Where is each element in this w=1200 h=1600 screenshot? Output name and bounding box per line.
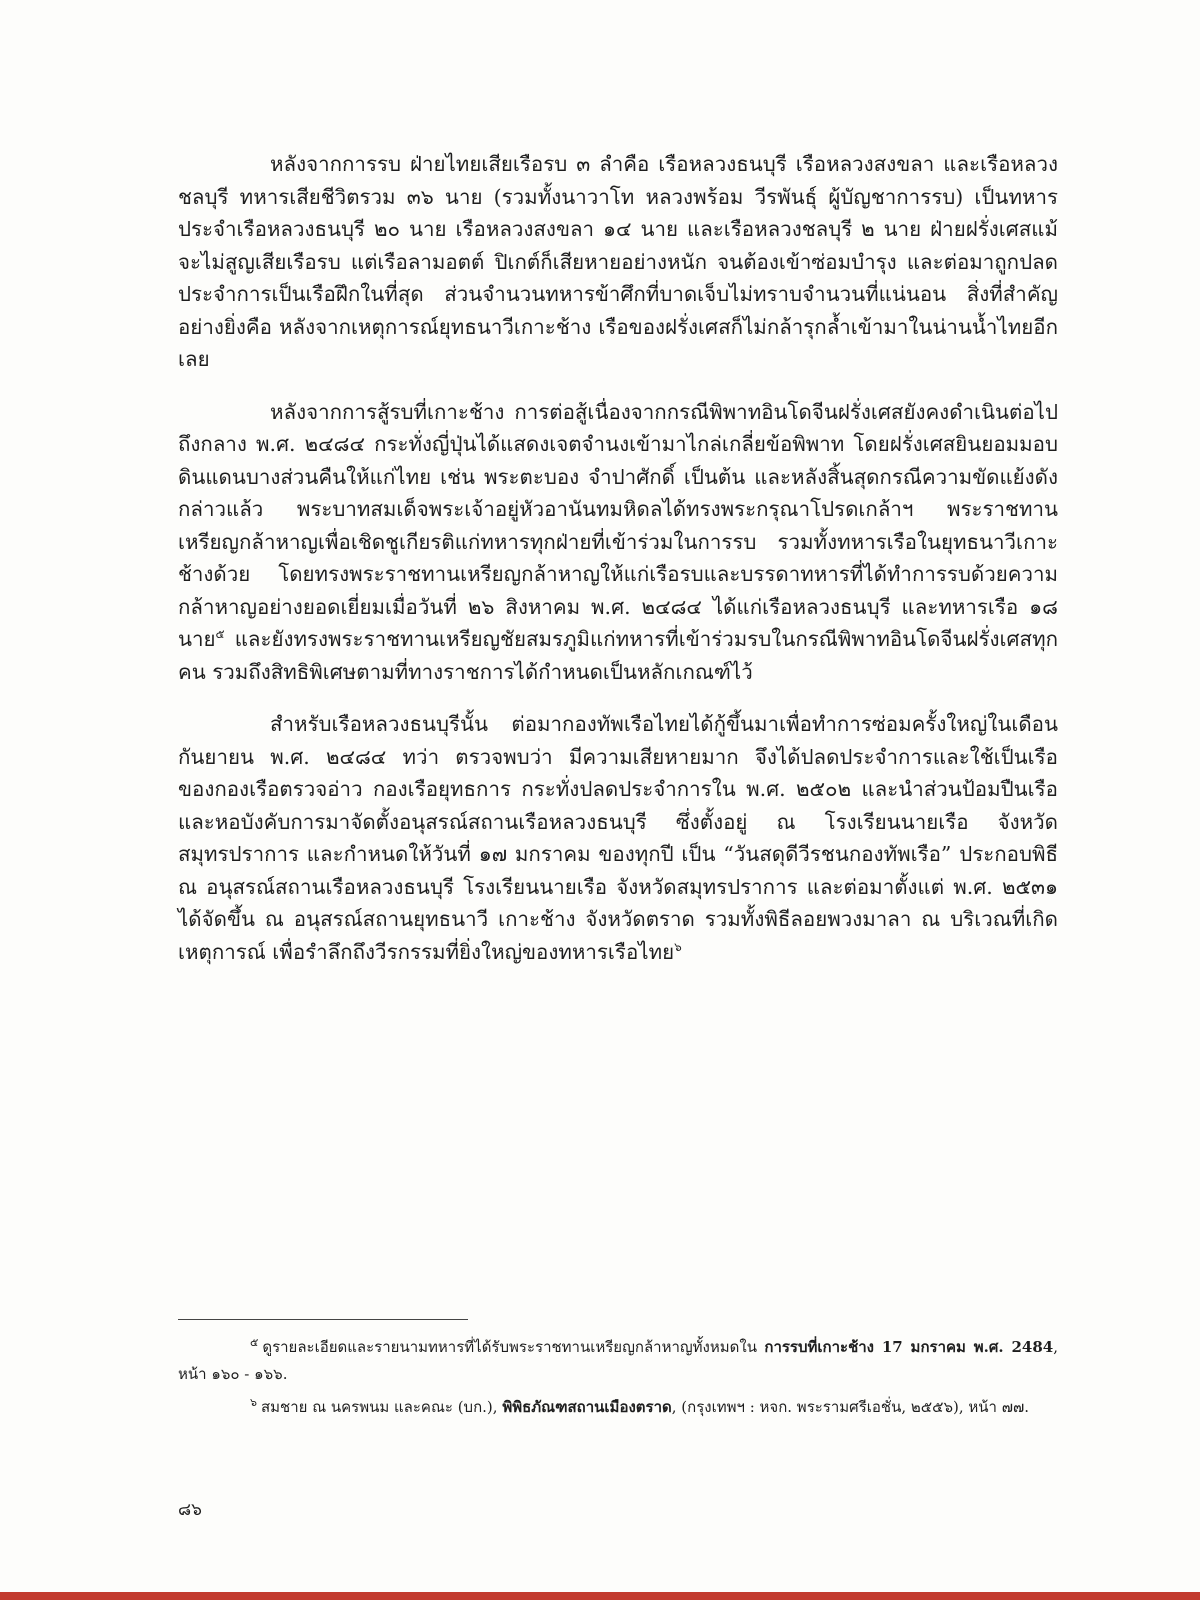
paragraph-text: หลังจากการรบ ฝ่ายไทยเสียเรือรบ ๓ ลำคือ เรือหลวงธนบุรี เรือหลวงสงขลา และเรือหลวงชลบุรี ทหารเสียชีวิตรวม ๓๖ นาย (รวมทั้งนาวาโท หลวงพร้อม วีรพันธุ์ ผู้บัญชาการรบ) เป็นทหารประจำเรือหลวงธนบุรี ๒๐ นาย เรือหลวงสงขลา ๑๔ นาย และเรือหลวงชลบุรี ๒ นาย ฝ่ายฝรั่งเศสแม้จะไม่สูญเสียเรือรบ แต่เรือลามอตต์ ปิเกต์ก็เสียหายอย่างหนัก จนต้องเข้าซ่อมบำรุง และต่อมาถูกปลดประจำการเป็นเรือฝึกในที่สุด ส่วนจำนวนทหารข้าศึกที่บาดเจ็บไม่ทราบจำนวนที่แน่นอน สิ่งที่สำคัญอย่างยิ่งคือ หลังจากเหตุการณ์ยุทธนาวีเกาะช้าง เรือของฝรั่งเศสก็ไม่กล้ารุกล้ำเข้ามาในน่านน้ำไทยอีกเลย (178, 152, 1058, 371)
footnote-text: สมชาย ณ นครพนม และคณะ (บก.), (260, 1398, 503, 1416)
footnote-text: ดูรายละเอียดและรายนามทหารที่ได้รับพระราชทานเหรียญกล้าหาญทั้งหมดใน (262, 1338, 765, 1356)
footnote (178, 1394, 1058, 1421)
page-bottom-edge (0, 1592, 1200, 1600)
footnote-title: พิพิธภัณฑสถานเมืองตราด (502, 1398, 672, 1416)
footnote-mark: ๕ (250, 1336, 259, 1349)
page-number: ๘๖ (178, 1500, 202, 1520)
paragraph (178, 396, 1058, 689)
footnote (178, 1334, 1058, 1388)
body-text (178, 148, 1058, 988)
footnote-reference: ๕ (215, 627, 225, 642)
footnote-title: การรบที่เกาะช้าง 17 มกราคม พ.ศ. 2484 (764, 1338, 1054, 1356)
footnotes (178, 1334, 1058, 1427)
footnote-divider (178, 1319, 468, 1320)
paragraph-text: และยังทรงพระราชทานเหรียญชัยสมรภูมิแก่ทหารที่เข้าร่วมรบในกรณีพิพาทอินโดจีนฝรั่งเศสทุกคน รวมถึงสิทธิพิเศษตามที่ทางราชการได้กำหนดเป็นหลักเกณฑ์ไว้ (178, 627, 1058, 684)
paragraph-text: หลังจากการสู้รบที่เกาะช้าง การต่อสู้เนื่องจากกรณีพิพาทอินโดจีนฝรั่งเศสยังคงดำเนินต่อไปถึงกลาง พ.ศ. ๒๔๘๔ กระทั่งญี่ปุ่นได้แสดงเจตจำนงเข้ามาไกล่เกลี่ยข้อพิพาท โดยฝรั่งเศสยินยอมมอบดินแดนบางส่วนคืนให้แก่ไทย เช่น พระตะบอง จำปาศักดิ์ เป็นต้น และหลังสิ้นสุดกรณีความขัดแย้งดังกล่าวแล้ว พระบาทสมเด็จพระเจ้าอยู่หัวอานันทมหิดลได้ทรงพระกรุณาโปรดเกล้าฯ พระราชทานเหรียญกล้าหาญเพื่อเชิดชูเกียรติแก่ทหารทุกฝ่ายที่เข้าร่วมในการรบ รวมทั้งทหารเรือในยุทธนาวีเกาะช้างด้วย โดยทรงพระราชทานเหรียญกล้าหาญให้แก่เรือรบและบรรดาทหารที่ได้ทำการรบด้วยความกล้าหาญอย่างยอดเยี่ยมเมื่อวันที่ ๒๖ สิงหาคม พ.ศ. ๒๔๘๔ ได้แก่เรือหลวงธนบุรี และทหารเรือ ๑๘ นาย (178, 399, 1058, 651)
footnote-text-after: , หน้า ๑๖๐ - ๑๖๖. (178, 1338, 1058, 1383)
footnote-mark: ๖ (250, 1396, 257, 1409)
paragraph (178, 148, 1058, 376)
footnote-text-after: , (กรุงเทพฯ : หจก. พระรามศรีเอชั่น, ๒๕๕๖), หน้า ๗๗. (671, 1398, 1030, 1416)
footnote-reference: ๖ (674, 939, 682, 954)
paragraph-text: สำหรับเรือหลวงธนบุรีนั้น ต่อมากองทัพเรือไทยได้กู้ขึ้นมาเพื่อทำการซ่อมครั้งใหญ่ในเดือนกันยายน พ.ศ. ๒๔๘๔ ทว่า ตรวจพบว่า มีความเสียหายมาก จึงได้ปลดประจำการและใช้เป็นเรือของกองเรือตรวจอ่าว กองเรือยุทธการ กระทั่งปลดประจำการใน พ.ศ. ๒๕๐๒ และนำส่วนป้อมปืนเรือ และหอบังคับการมาจัดตั้งอนุสรณ์สถานเรือหลวงธนบุรี ซึ่งตั้งอยู่ ณ โรงเรียนนายเรือ จังหวัดสมุทรปราการ และกำหนดให้วันที่ ๑๗ มกราคม ของทุกปี เป็น “วันสดุดีวีรชนกองทัพเรือ” ประกอบพิธี ณ อนุสรณ์สถานเรือหลวงธนบุรี โรงเรียนนายเรือ จังหวัดสมุทรปราการ และต่อมาตั้งแต่ พ.ศ. ๒๕๓๑ ได้จัดขึ้น ณ อนุสรณ์สถานยุทธนาวี เกาะช้าง จังหวัดตราด รวมทั้งพิธีลอยพวงมาลา ณ บริเวณที่เกิดเหตุการณ์ เพื่อรำลึกถึงวีรกรรมที่ยิ่งใหญ่ของทหารเรือไทย (178, 712, 1058, 964)
paragraph (178, 708, 1058, 968)
